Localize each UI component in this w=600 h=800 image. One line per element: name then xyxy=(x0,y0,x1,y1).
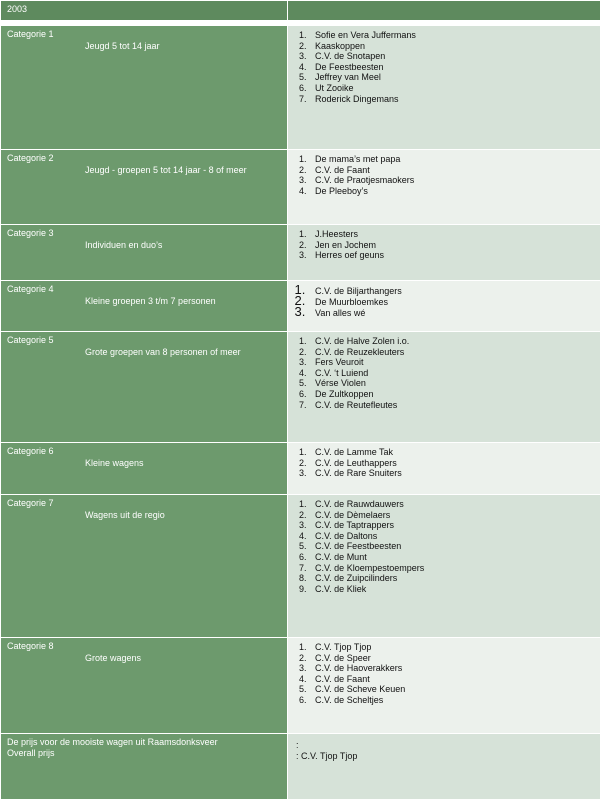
winner-item: 3. C.V. de Haoverakkers xyxy=(309,663,600,674)
winner-item: 1. Sofie en Vera Juffermans xyxy=(309,30,600,41)
winner-item: 2. C.V. de Reuzekleuters xyxy=(309,347,600,358)
winner-item: 2. C.V. de Dèmelaers xyxy=(309,510,600,521)
winners-cell xyxy=(288,332,600,443)
category-label: Categorie 7 xyxy=(7,498,54,508)
overall-label: Overall prijs xyxy=(7,748,55,758)
category-cell xyxy=(1,495,288,638)
winners-list xyxy=(288,30,600,104)
winner-item: 3. Fers Veuroit xyxy=(309,357,600,368)
category-label: Categorie 3 xyxy=(7,228,54,238)
category-row xyxy=(1,638,600,734)
winner-item: 3. C.V. de Praotjesmaokers xyxy=(309,175,600,186)
category-label: Categorie 8 xyxy=(7,641,54,651)
category-description: Jeugd 5 tot 14 jaar xyxy=(85,41,160,51)
category-label: Categorie 6 xyxy=(7,446,54,456)
category-label: Categorie 4 xyxy=(7,284,54,294)
winner-item: 7. C.V. de Kloempestoempers xyxy=(309,563,600,574)
winner-item: 5. Jeffrey van Meel xyxy=(309,72,600,83)
winner-item: 4. C.V. de Faant xyxy=(309,674,600,685)
category-description: Kleine groepen 3 t/m 7 personen xyxy=(85,296,216,306)
winner-item: 6. C.V. de Scheltjes xyxy=(309,695,600,706)
category-row xyxy=(1,281,600,332)
winner-item: 5. Vérse Violen xyxy=(309,378,600,389)
winner-item: 1. C.V. Tjop Tjop xyxy=(309,642,600,653)
winners-cell xyxy=(288,281,600,332)
category-description: Individuen en duo’s xyxy=(85,240,163,250)
category-description: Jeugd - groepen 5 tot 14 jaar - 8 of meer xyxy=(85,165,247,175)
prize-value-cell xyxy=(288,734,600,800)
winners-cell xyxy=(288,638,600,734)
winners-list xyxy=(288,447,600,479)
category-description: Wagens uit de regio xyxy=(85,510,165,520)
category-row xyxy=(1,26,600,150)
winners-cell xyxy=(288,225,600,281)
winners-list xyxy=(288,642,600,706)
prize-label: De prijs voor de mooiste wagen uit Raamsdonksveer xyxy=(7,737,218,747)
winner-item: 3. C.V. de Snotapen xyxy=(309,51,600,62)
category-cell xyxy=(1,281,288,332)
winner-item: 2. C.V. de Speer xyxy=(309,653,600,664)
winner-item: 3. Van alles wé xyxy=(309,307,600,318)
winner-item: 3. C.V. de Taptrappers xyxy=(309,520,600,531)
category-cell xyxy=(1,638,288,734)
winner-item: 2. C.V. de Leuthappers xyxy=(309,458,600,469)
winners-cell xyxy=(288,443,600,495)
winner-item: 3. C.V. de Rare Snuiters xyxy=(309,468,600,479)
winners-cell xyxy=(288,495,600,638)
winners-cell xyxy=(288,150,600,225)
prize-value: : xyxy=(296,740,299,750)
winner-item: 6. C.V. de Munt xyxy=(309,552,600,563)
prize-row xyxy=(1,734,600,800)
category-description: Grote groepen van 8 personen of meer xyxy=(85,347,241,357)
winners-cell xyxy=(288,26,600,150)
category-label: Categorie 1 xyxy=(7,29,54,39)
winner-item: 8. C.V. de Zuipcilinders xyxy=(309,573,600,584)
winner-item: 5. C.V. de Feestbeesten xyxy=(309,541,600,552)
winner-item: 6. De Zultkoppen xyxy=(309,389,600,400)
winners-list xyxy=(288,154,600,196)
category-description: Grote wagens xyxy=(85,653,142,663)
category-label: Categorie 5 xyxy=(7,335,54,345)
winner-item: 4. De Pleeboy’s xyxy=(309,186,600,197)
winner-item: 2. Kaaskoppen xyxy=(309,41,600,52)
winner-item: 2. C.V. de Faant xyxy=(309,165,600,176)
header-row xyxy=(1,1,600,21)
winner-item: 2. Jen en Jochem xyxy=(309,240,600,251)
winner-item: 3. Herres oef geuns xyxy=(309,250,600,261)
winners-list xyxy=(288,229,600,261)
winner-item: 7. C.V. de Reutefleutes xyxy=(309,400,600,411)
category-label: Categorie 2 xyxy=(7,153,54,163)
winner-item: 4. C.V. ‘t Luiend xyxy=(309,368,600,379)
winner-item: 1. C.V. de Lamme Tak xyxy=(309,447,600,458)
category-cell xyxy=(1,225,288,281)
winner-item: 4. De Feestbeesten xyxy=(309,62,600,73)
category-row xyxy=(1,443,600,495)
category-description: Kleine wagens xyxy=(85,458,144,468)
winner-item: 4. C.V. de Daltons xyxy=(309,531,600,542)
category-row xyxy=(1,332,600,443)
winners-list xyxy=(288,499,600,594)
category-cell xyxy=(1,443,288,495)
header-empty-cell xyxy=(288,1,600,21)
winner-item: 1. C.V. de Biljarthangers xyxy=(309,285,600,296)
category-cell xyxy=(1,150,288,225)
overall-value: : C.V. Tjop Tjop xyxy=(296,751,358,761)
category-cell xyxy=(1,332,288,443)
winners-list xyxy=(288,336,600,410)
category-row xyxy=(1,150,600,225)
year-cell: 2003 xyxy=(1,1,288,21)
prize-label-cell xyxy=(1,734,288,800)
winner-item: 1. C.V. de Rauwdauwers xyxy=(309,499,600,510)
category-cell xyxy=(1,26,288,150)
winner-item: 5. C.V. de Scheve Keuen xyxy=(309,684,600,695)
winner-item: 9. C.V. de Kliek xyxy=(309,584,600,595)
winner-item: 2. De Muurbloemkes xyxy=(309,296,600,307)
category-row xyxy=(1,495,600,638)
winner-item: 1. J.Heesters xyxy=(309,229,600,240)
winner-item: 7. Roderick Dingemans xyxy=(309,94,600,105)
winner-item: 6. Ut Zooike xyxy=(309,83,600,94)
winners-list xyxy=(288,285,600,318)
category-row xyxy=(1,225,600,281)
winner-item: 1. De mama’s met papa xyxy=(309,154,600,165)
winner-item: 1. C.V. de Halve Zolen i.o. xyxy=(309,336,600,347)
